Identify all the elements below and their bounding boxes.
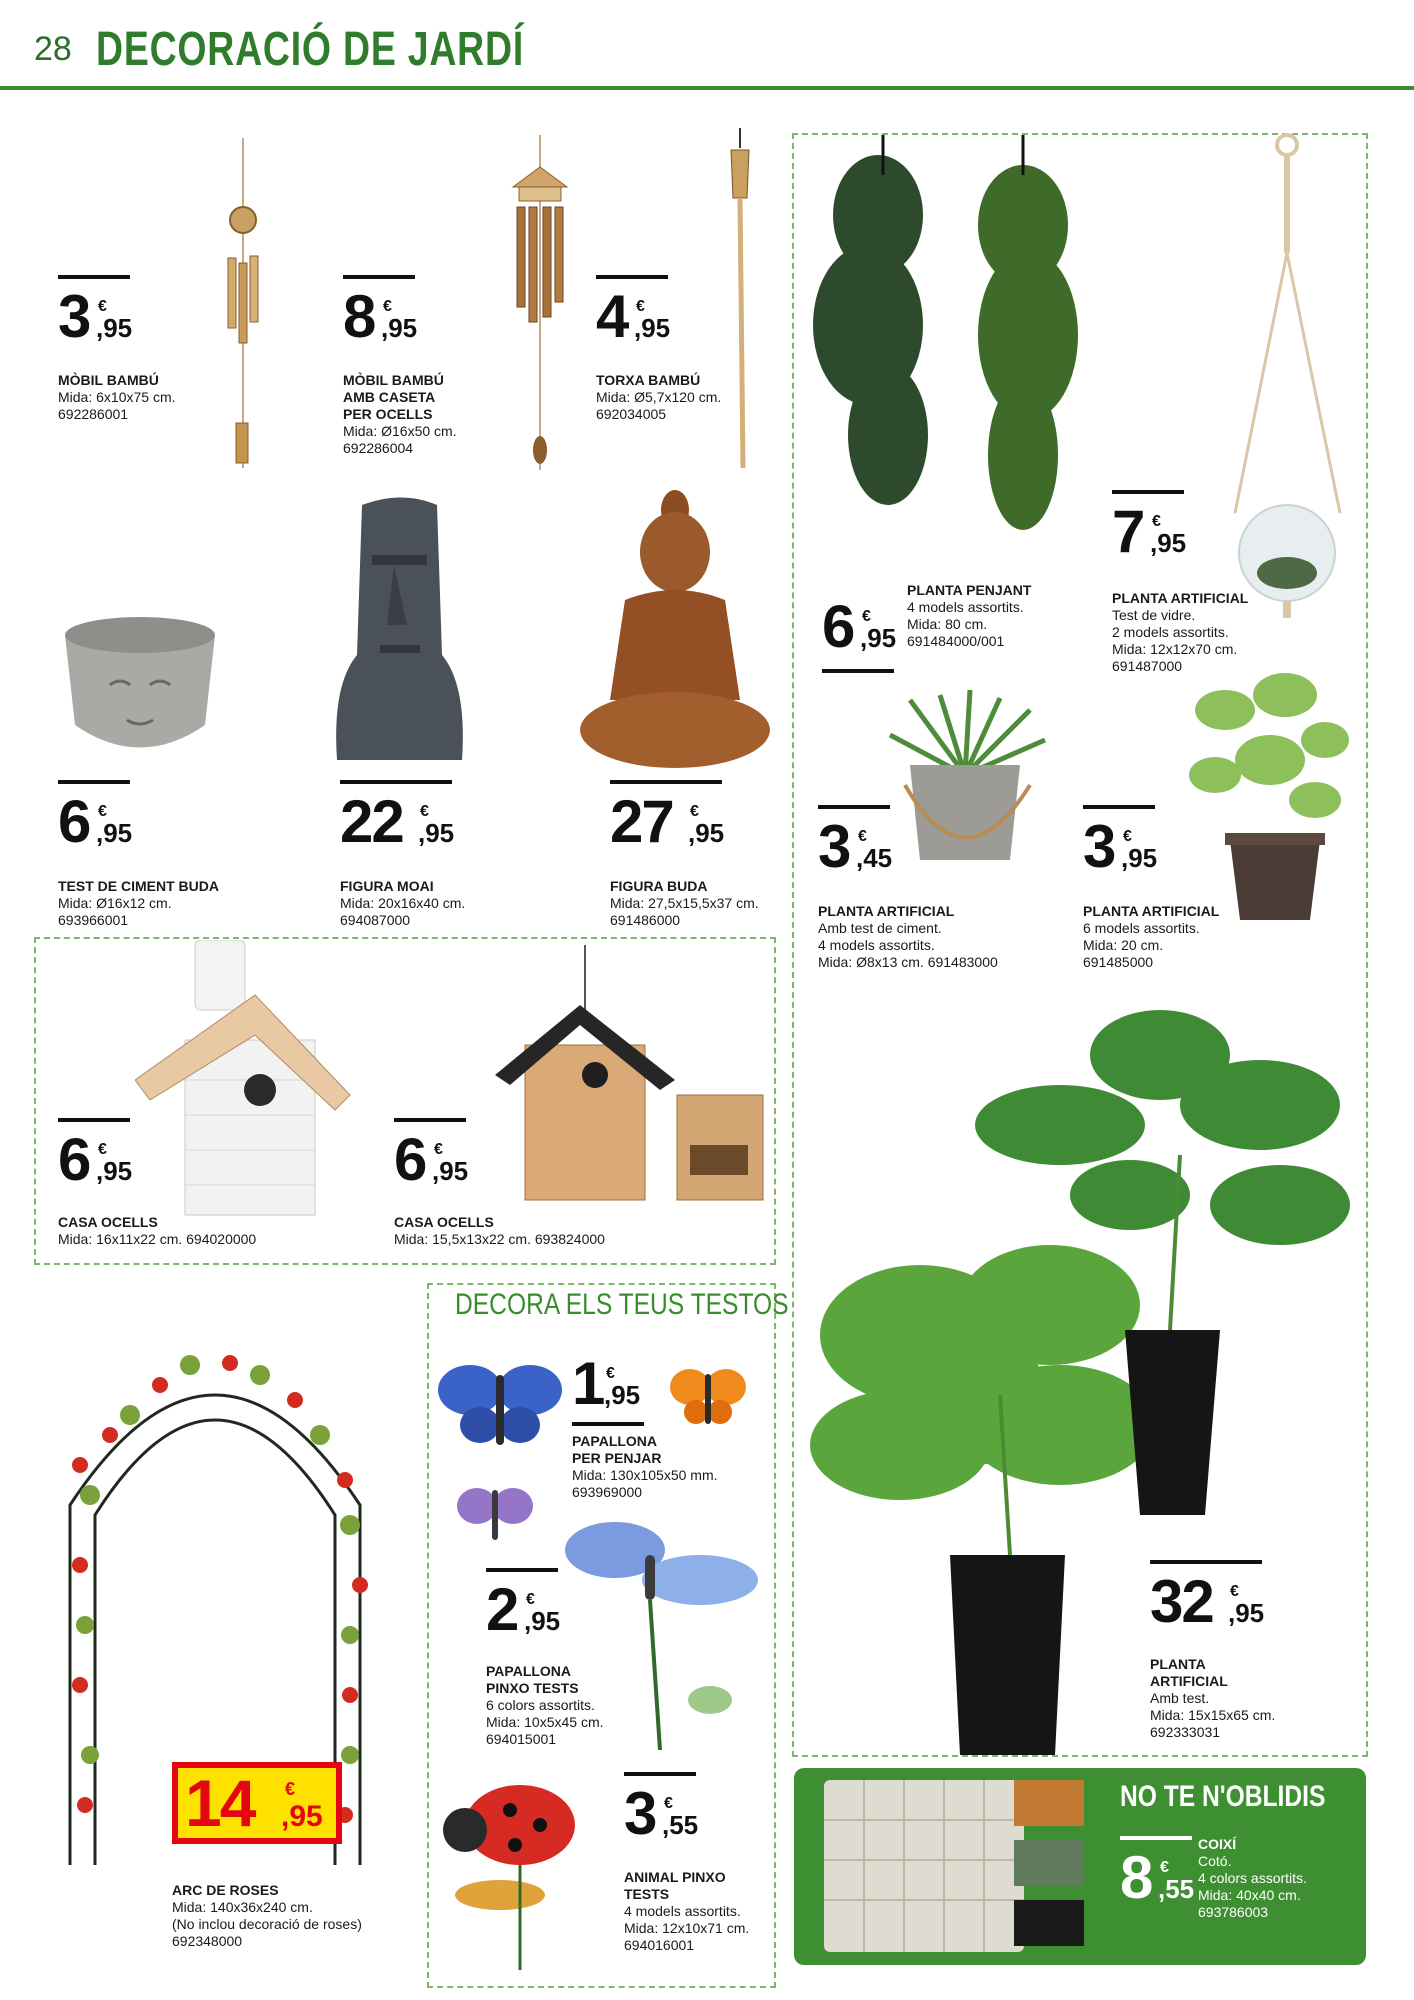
price-planta-gran: 32 € ,95 [1150, 1560, 1270, 1630]
desc-test-buda: TEST DE CIMENT BUDA Mida: Ø16x12 cm. 693966001 [58, 878, 219, 928]
decora-section-title: DECORA ELS TEUS TESTOS [455, 1288, 789, 1321]
large-artificial-plant-image [800, 975, 1360, 1755]
desc-papallona-pinxo: PAPALLONA PINXO TESTS 6 colors assortits. Mida: 10x5x45 cm. 694015001 [486, 1663, 604, 1747]
desc-casa-2: CASA OCELLS Mida: 15,5x13x22 cm. 693824000 [394, 1214, 605, 1247]
price-papallona-penjar: 1 € ,95 [572, 1350, 652, 1440]
desc-buda: FIGURA BUDA Mida: 27,5x15,5x37 cm. 691486000 [610, 878, 759, 928]
price-casa-1: 6 € ,95 [58, 1118, 138, 1188]
cushion-color-green [1014, 1840, 1084, 1886]
moai-figure-image [332, 495, 467, 760]
cushion-color-orange [1014, 1780, 1084, 1826]
desc-mobil-caseta: MÒBIL BAMBÚ AMB CASETA PER OCELLS Mida: Ø16x50 cm. 692286004 [343, 372, 457, 456]
desc-planta-vidre: PLANTA ARTIFICIAL Test de vidre. 2 models assortits. Mida: 12x12x70 cm. 691487000 [1112, 590, 1249, 674]
desc-moai: FIGURA MOAI Mida: 20x16x40 cm. 694087000 [340, 878, 466, 928]
page-title: DECORACIÓ DE JARDÍ [96, 23, 525, 76]
desc-torxa: TORXA BAMBÚ Mida: Ø5,7x120 cm. 692034005 [596, 372, 722, 422]
price-papallona-pinxo: 2 € ,95 [486, 1568, 566, 1638]
purple-butterfly-image [455, 1478, 535, 1548]
macrame-planter-image [1225, 133, 1350, 618]
desc-planta-gran: PLANTA ARTIFICIAL Amb test. Mida: 15x15x65 cm. 692333031 [1150, 1656, 1276, 1740]
price-torxa: 4 € ,95 [596, 275, 676, 345]
price-planta-ciment: 3 € ,45 [818, 805, 898, 875]
white-birdhouse-image [135, 940, 365, 1220]
desc-planta-ciment: PLANTA ARTIFICIAL Amb test de ciment. 4 models assortits. Mida: Ø8x13 cm. 691483000 [818, 903, 998, 970]
desc-arc-roses: ARC DE ROSES Mida: 140x36x240 cm. (No inclou decoració de roses) 692348000 [172, 1882, 362, 1949]
small-plant-pot-image [1185, 665, 1350, 925]
price-mobil-bambu: 3 € ,95 [58, 275, 138, 345]
desc-mobil-bambu: MÒBIL BAMBÚ Mida: 6x10x75 cm. 692286001 [58, 372, 176, 422]
price-casa-2: 6 € ,95 [394, 1118, 474, 1188]
cushion-image [824, 1780, 1024, 1952]
bamboo-chime-house-image [505, 135, 575, 470]
orange-butterfly-image [668, 1362, 748, 1432]
header-divider [0, 86, 1414, 90]
desc-animal-pinxo: ANIMAL PINXO TESTS 4 models assortits. Mida: 12x10x71 cm. 694016001 [624, 1869, 750, 1953]
page-header [0, 0, 1414, 92]
desc-papallona-penjar: PAPALLONA PER PENJAR Mida: 130x105x50 mm. 693969000 [572, 1433, 718, 1500]
cushion-color-black [1014, 1900, 1084, 1946]
desc-casa-1: CASA OCELLS Mida: 16x11x22 cm. 694020000 [58, 1214, 257, 1247]
wooden-birdhouse-image [495, 945, 765, 1205]
price-planta-penjant: 6 € ,95 [822, 585, 902, 675]
blue-butterfly-image [435, 1355, 565, 1455]
cement-pot-plant-image [880, 690, 1050, 865]
bamboo-chime-image [218, 138, 268, 468]
price-planta-vidre: 7 € ,95 [1112, 490, 1192, 560]
page-number: 28 [34, 30, 72, 68]
no-oblidis-title: NO TE N'OBLIDIS [1120, 1780, 1326, 1813]
price-test-buda: 6 € ,95 [58, 780, 138, 850]
buddha-pot-image [55, 605, 225, 765]
ladybug-stake-image [440, 1770, 590, 1970]
price-animal-pinxo: 3 € ,55 [624, 1772, 704, 1842]
price-mobil-caseta: 8 € ,95 [343, 275, 423, 345]
desc-planta-penjant: PLANTA PENJANT 4 models assortits. Mida: 80 cm. 691484000/001 [907, 582, 1032, 649]
desc-planta-6models: PLANTA ARTIFICIAL 6 models assortits. Mida: 20 cm. 691485000 [1083, 903, 1220, 970]
price-moai: 22 € ,95 [340, 780, 460, 850]
price-arc-roses: 14 € ,95 [185, 1766, 323, 1840]
price-buda: 27 € ,95 [610, 780, 730, 850]
hanging-plant-image [808, 135, 1093, 545]
price-planta-6models: 3 € ,95 [1083, 805, 1163, 875]
desc-coixi: COIXÍ Cotó. 4 colors assortits. Mida: 40x40 cm. 693786003 [1198, 1836, 1307, 1920]
buddha-figure-image [580, 490, 770, 775]
price-coixi: 8 € ,55 [1120, 1836, 1200, 1906]
